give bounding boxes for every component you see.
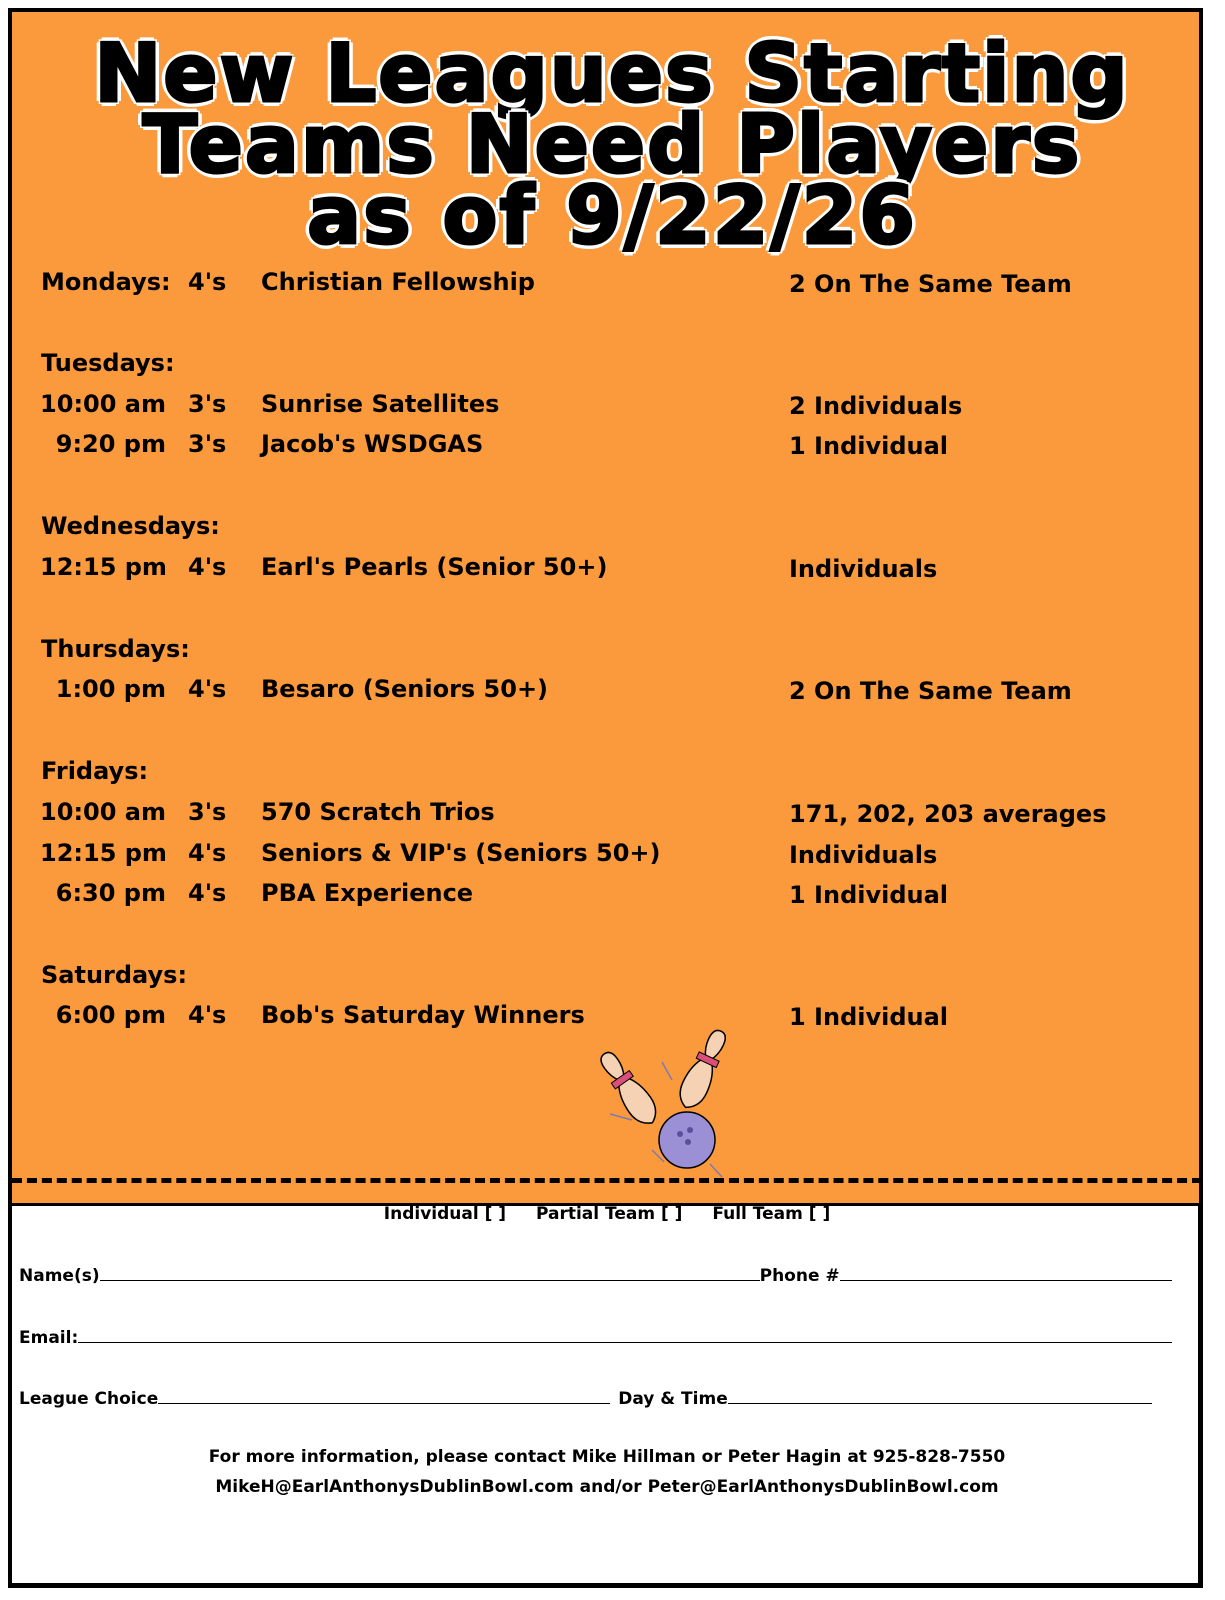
title-line-3: as of 9/22/26 xyxy=(307,169,917,262)
day-time-label: Day & Time xyxy=(618,1389,728,1409)
league-row xyxy=(12,836,1202,870)
day-label: Fridays: xyxy=(41,757,149,785)
league-row xyxy=(12,427,1202,461)
players-needed: 2 Individuals xyxy=(789,392,963,420)
phone-field[interactable] xyxy=(840,1264,1172,1281)
contact-info: For more information, please contact Mike Hillman or Peter Hagin at 925-828-7550 xyxy=(208,1447,1006,1467)
league-time: 9:20 pm xyxy=(55,430,166,458)
players-needed: 1 Individual xyxy=(789,1003,949,1031)
players-needed: Individuals xyxy=(789,841,938,869)
league-name: Bob's Saturday Winners xyxy=(261,1001,585,1029)
individual-checkbox[interactable]: Individual [ ] xyxy=(383,1204,507,1224)
players-needed: 2 On The Same Team xyxy=(789,677,1072,705)
players-needed: 1 Individual xyxy=(789,881,949,909)
day-heading-tuesday xyxy=(12,346,1202,380)
league-time: 6:00 pm xyxy=(55,1001,166,1029)
day-label: Mondays: xyxy=(41,268,171,296)
league-daytime-line xyxy=(19,1387,1152,1409)
team-size: 4's xyxy=(188,675,227,703)
team-size: 4's xyxy=(188,879,227,907)
league-row xyxy=(12,550,1202,584)
phone-label: Phone # xyxy=(759,1266,840,1286)
team-size: 3's xyxy=(188,798,227,826)
league-time: 6:30 pm xyxy=(55,879,166,907)
day-label: Saturdays: xyxy=(41,961,188,989)
day-label: Thursdays: xyxy=(41,635,190,663)
league-choice-field[interactable] xyxy=(158,1387,610,1404)
team-type-options xyxy=(12,1204,1202,1224)
league-name: Besaro (Seniors 50+) xyxy=(261,675,549,703)
email-label: Email: xyxy=(19,1328,79,1348)
team-size: 4's xyxy=(188,553,227,581)
league-row xyxy=(12,795,1202,829)
name-phone-line xyxy=(19,1264,1172,1286)
partial-team-checkbox[interactable]: Partial Team [ ] xyxy=(535,1204,683,1224)
cut-line xyxy=(12,1178,1202,1188)
team-size: 4's xyxy=(188,268,227,296)
full-team-checkbox[interactable]: Full Team [ ] xyxy=(712,1204,831,1224)
league-name: Christian Fellowship xyxy=(261,268,535,296)
name-field[interactable] xyxy=(100,1264,760,1281)
day-label: Tuesdays: xyxy=(41,349,175,377)
league-time: 10:00 am xyxy=(40,798,166,826)
league-time: 12:15 pm xyxy=(40,553,167,581)
league-name: 570 Scratch Trios xyxy=(261,798,495,826)
players-needed: Individuals xyxy=(789,555,938,583)
day-heading-friday xyxy=(12,754,1202,788)
name-label: Name(s) xyxy=(19,1266,100,1286)
day-heading-saturday xyxy=(12,958,1202,992)
league-name: Sunrise Satellites xyxy=(261,390,500,418)
day-label: Wednesdays: xyxy=(41,512,220,540)
contact-emails: MikeH@EarlAnthonysDublinBowl.com and/or Peter@EarlAnthonysDublinBowl.com xyxy=(215,1477,999,1497)
email-field[interactable] xyxy=(78,1326,1172,1343)
players-needed: 1 Individual xyxy=(789,432,949,460)
team-size: 3's xyxy=(188,430,227,458)
day-heading-thursday xyxy=(12,632,1202,666)
league-row-monday xyxy=(12,265,1202,299)
league-row xyxy=(12,672,1202,706)
league-name: PBA Experience xyxy=(261,879,474,907)
league-time: 1:00 pm xyxy=(55,675,166,703)
players-needed: 2 On The Same Team xyxy=(789,270,1072,298)
league-name: Earl's Pearls (Senior 50+) xyxy=(261,553,608,581)
league-row xyxy=(12,387,1202,421)
title-line-1: New Leagues Starting xyxy=(94,27,1130,120)
team-size: 4's xyxy=(188,839,227,867)
league-row xyxy=(12,876,1202,910)
league-name: Jacob's WSDGAS xyxy=(261,430,484,458)
league-time: 12:15 pm xyxy=(40,839,167,867)
day-time-field[interactable] xyxy=(728,1387,1152,1404)
bowling-pins-and-ball-icon xyxy=(592,1022,742,1182)
flyer-orange-panel xyxy=(12,12,1202,1206)
email-line xyxy=(19,1326,1172,1348)
day-heading-wednesday xyxy=(12,509,1202,543)
flyer xyxy=(8,8,1203,1588)
team-size: 4's xyxy=(188,1001,227,1029)
league-time: 10:00 am xyxy=(40,390,166,418)
title-line-2: Teams Need Players xyxy=(142,98,1082,191)
players-needed: 171, 202, 203 averages xyxy=(789,800,1107,828)
league-name: Seniors & VIP's (Seniors 50+) xyxy=(261,839,661,867)
league-choice-label: League Choice xyxy=(19,1389,159,1409)
team-size: 3's xyxy=(188,390,227,418)
flyer-title xyxy=(12,27,1212,262)
